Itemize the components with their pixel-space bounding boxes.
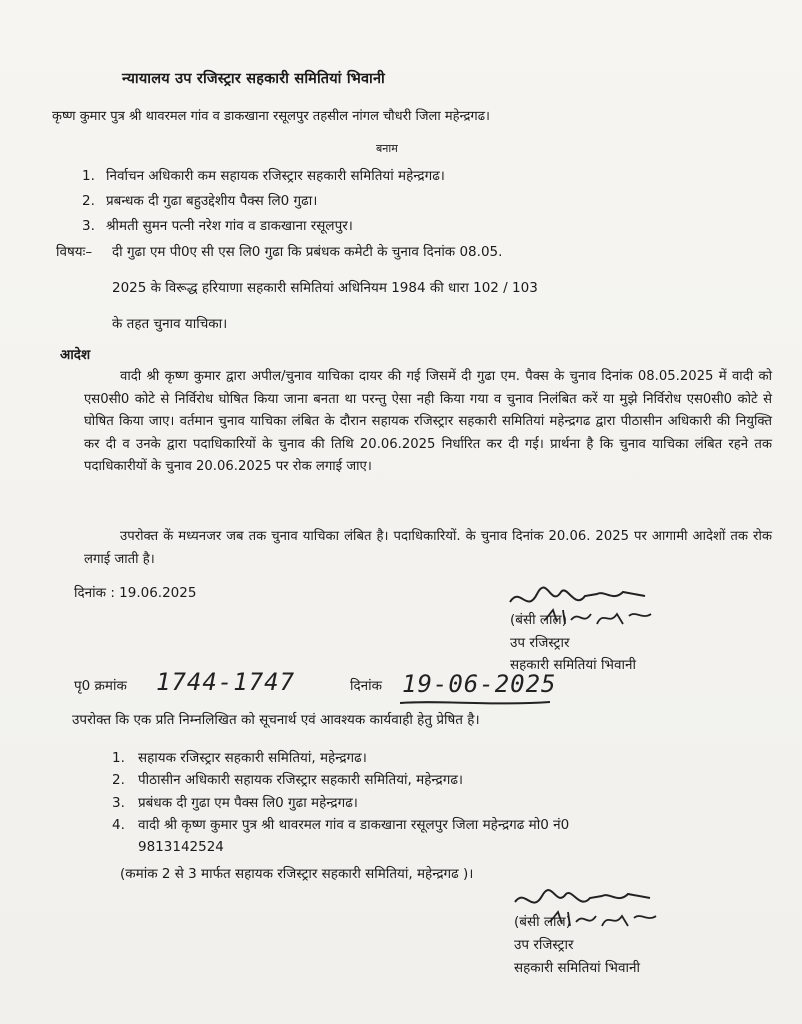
- order-date: दिनांक : 19.06.2025: [74, 585, 197, 601]
- date-underline: [400, 700, 550, 706]
- signatory-office: सहकारी समितियां भिवानी: [514, 960, 640, 976]
- order-paragraph-1: वादी श्री कृष्ण कुमार द्वारा अपील/चुनाव याचिका दायर की गई जिसमें दी गुढा एम. पैक्स के चुनाव दिनांक 08.05.2025 में वादी को एस0सी0 कोटे से निर्विरोध घोषित किया जाना बनता था परन्तु ऐसा नही किया गया व चुनाव निलंबित करें या मुझे निर्विरोध एस0सी0 कोटे से घोषित किया जाए। वर्तमान चुनाव याचिका लंबित के दौरान सहायक रजिस्ट्रार सहकारी समितियां महेन्द्रगढ द्वारा पीठासीन अधिकारी की नियुक्ति कर दी व उनके द्वारा पदाधिकारियों के चुनाव की तिथि 20.06.2025 निर्धारित कर दी गई। प्रार्थना है कि चुनाव याचिका लंबित रहने तक पदाधिकारीयों के चुनाव 20.06.2025 पर रोक लगाई जाए।: [84, 369, 772, 474]
- respondent-item: प्रबन्धक दी गुढा बहुउद्देशीय पैक्स लि0 गुढा।: [106, 193, 318, 209]
- petitioner-line: कृष्ण कुमार पुत्र श्री थावरमल गांव व डाकखाना रसूलपुर तहसील नांगल चौधरी जिला महेन्द्रगढ।: [52, 109, 490, 124]
- signatory-name: (बंसी लाल): [514, 914, 571, 930]
- respondent-num: 3.: [82, 218, 95, 234]
- recipient-num: 1.: [112, 750, 125, 766]
- order-paragraph-2: उपरोक्त कें मध्यनजर जब तक चुनाव याचिका लंबित है। पदाधिकारियों. के चुनाव दिनांक 20.06. 2025 पर आगामी आदेशों तक रोक लगाई जाती है।: [84, 529, 772, 567]
- recipient-item: पीठासीन अधिकारी सहायक रजिस्ट्रार सहकारी समितियां, महेन्द्रगढ।: [138, 772, 464, 788]
- order-label: आदेश: [60, 347, 91, 363]
- signatory-designation: उप रजिस्ट्रार: [514, 937, 574, 953]
- recipient-item: प्रबंधक दी गुढा एम पैक्स लि0 गुढा महेन्द्रगढ।: [138, 795, 358, 811]
- recipient-item: वादी श्री कृष्ण कुमार पुत्र श्री थावरमल गांव व डाकखाना रसूलपुर जिला महेन्द्रगढ मो0 नं0: [138, 817, 570, 833]
- subject-line: 2025 के विरूद्ध हरियाणा सहकारी समितियां अधिनियम 1984 की धारा 102 / 103: [112, 280, 538, 296]
- recipient-num: 2.: [112, 772, 125, 788]
- recipient-item: सहायक रजिस्ट्रार सहकारी समितियां, महेन्द्रगढ।: [138, 750, 367, 766]
- endorsement-date: 19-06-2025: [402, 670, 557, 698]
- signatory-name: (बंसी लाल): [510, 612, 567, 628]
- routing-note: (कमांक 2 से 3 मार्फत सहायक रजिस्ट्रार सहकारी समितियां, महेन्द्रगढ )।: [120, 866, 474, 882]
- endorsement-number-label: पृ0 क्रमांक: [74, 678, 127, 694]
- respondent-num: 2.: [82, 193, 95, 209]
- recipient-phone: 9813142524: [138, 839, 224, 855]
- respondent-item: श्रीमती सुमन पत्नी नरेश गांव व डाकखाना रसूलपुर।: [106, 218, 353, 234]
- endorsement-number: 1744-1747: [156, 668, 296, 696]
- subject-line: के तहत चुनाव याचिका।: [112, 316, 228, 332]
- recipient-num: 4.: [112, 817, 125, 833]
- subject-line: दी गुढा एम पी0ए सी एस लि0 गुढा कि प्रबंधक कमेटी के चुनाव दिनांक 08.05.: [112, 244, 503, 260]
- signatory-designation: उप रजिस्ट्रार: [510, 635, 570, 651]
- respondent-num: 1.: [82, 168, 95, 184]
- court-title: न्यायालय उप रजिस्ट्रार सहकारी समितियां भिवानी: [122, 71, 386, 87]
- endorsement-date-label: दिनांक: [350, 678, 383, 694]
- versus-label: बनाम: [376, 142, 398, 155]
- respondent-item: निर्वाचन अधिकारी कम सहायक रजिस्ट्रार सहकारी समितियां महेन्द्रगढ।: [106, 168, 445, 184]
- subject-label: विषयः–: [56, 244, 93, 260]
- recipient-num: 3.: [112, 795, 125, 811]
- signatory-office: सहकारी समितियां भिवानी: [510, 657, 636, 673]
- endorsement-intro: उपरोक्त कि एक प्रति निम्नलिखित को सूचनार्थ एवं आवश्यक कार्यवाही हेतु प्रेषित है।: [72, 712, 480, 728]
